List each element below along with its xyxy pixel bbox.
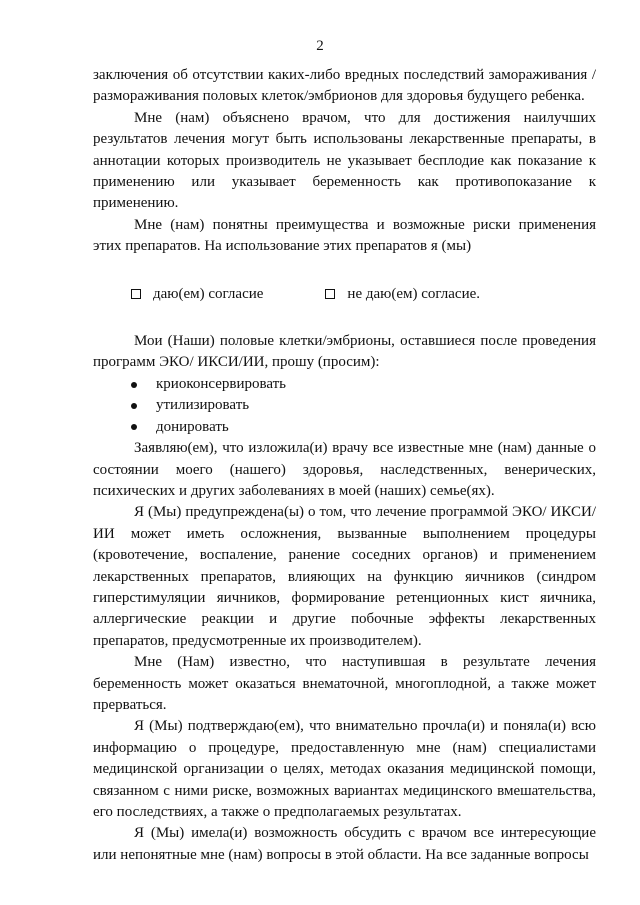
paragraph-pregnancy-outcome: Мне (Нам) известно, что наступившая в результате лечения беременность может оказаться внематочной, многоплодной, а также может прерваться. (93, 654, 596, 713)
paragraph-remaining-embryos: Мои (Наши) половые клетки/эмбрионы, оставшиеся после проведения программ ЭКО/ ИКСИ/ИИ, прошу (просим): (93, 333, 596, 371)
paragraph-questions-discussed: Я (Мы) имела(и) возможность обсудить с врачом все интересующие или непонятные мне (нам) вопросы в этой области. На все заданные вопросы (93, 825, 596, 863)
page-number: 2 (316, 38, 324, 54)
agree-checkbox[interactable] (131, 289, 141, 299)
paragraph-complications-warning: Я (Мы) предупреждена(ы) о том, что лечение программой ЭКО/ ИКСИ/ИИ может иметь осложнения, вызванные выполнением процедуры (кровотечение, воспаление, ранение соседних органов) и применением лекарственных препаратов, влияющих на функцию яичников (синдром гиперстимуляции яичников, формирование ретенционных кист яичника, аллергические реакции и другие побочные эффекты лекарственных препаратов, предусмотренные их производителем). (93, 504, 596, 649)
disposition-list (93, 374, 596, 438)
paragraph-freezing-conclusion: заключения об отсутствии каких-либо вредных последствий замораживания /размораживания половых клеток/эмбрионов для здоровья будущего ребенка. (93, 67, 596, 105)
agree-label: даю(ем) согласие (153, 285, 264, 302)
document-body (93, 65, 596, 866)
disposition-option-label: криоконсервировать (156, 375, 287, 392)
consent-agree-option[interactable] (131, 284, 263, 305)
paragraph-medications-risks: Мне (нам) понятны преимущества и возможные риски применения этих препаратов. На использование этих препаратов я (мы) (93, 216, 596, 255)
bullet-icon (131, 424, 137, 430)
paragraph-health-declaration: Заявляю(ем), что изложила(и) врачу все известные мне (нам) данные о состоянии моего (нашего) здоровья, наследственных, венерических, психических и других заболеваниях в моей (наших) семье(ях). (93, 440, 596, 499)
disagree-label: не даю(ем) согласие. (347, 285, 481, 302)
consent-disagree-option[interactable] (325, 284, 480, 305)
disagree-checkbox[interactable] (325, 289, 335, 299)
disposition-option-label: утилизировать (156, 397, 250, 414)
disposition-option-label: донировать (156, 418, 229, 435)
paragraph-information-confirmation: Я (Мы) подтверждаю(ем), что внимательно прочла(и) и поняла(и) всю информацию о процедуре, предоставленную мне (нам) специалистами медицинской организации о целях, методах оказания медицинской помощи, связанном с ними риске, возможных вариантах медицинского вмешательства, его последствиях, а также о предполагаемых результатах. (93, 718, 596, 820)
list-item (93, 395, 596, 416)
bullet-icon (131, 403, 137, 409)
paragraph-medications-explained: Мне (нам) объяснено врачом, что для достижения наилучших результатов лечения могут быть использованы лекарственные препараты, в аннотации которых производитель не указывает бесплодие как показание к применению или указывает беременность как противопоказание к применению. (93, 109, 596, 212)
bullet-icon (131, 382, 137, 388)
consent-choices (93, 284, 596, 305)
list-item (93, 417, 596, 438)
list-item (93, 374, 596, 395)
